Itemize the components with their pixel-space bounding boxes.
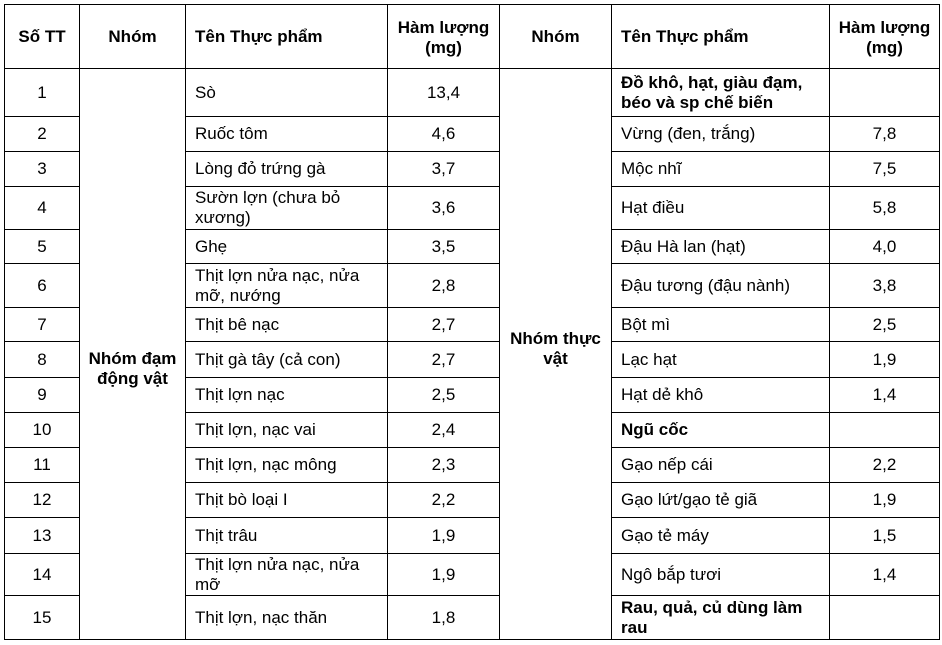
food-content: 2,7 <box>388 308 500 342</box>
food-content: 4,6 <box>388 117 500 152</box>
food-name: Ghẹ <box>186 230 388 264</box>
row-number: 14 <box>5 554 80 596</box>
food-content-2: 4,0 <box>830 230 940 264</box>
header-row <box>5 5 940 69</box>
row-number: 6 <box>5 264 80 308</box>
food-content-2: 1,9 <box>830 483 940 518</box>
food-content-2: 2,2 <box>830 448 940 483</box>
food-content-2: 3,8 <box>830 264 940 308</box>
row-number: 10 <box>5 413 80 448</box>
food-name: Thịt bò loại I <box>186 483 388 518</box>
food-content: 3,5 <box>388 230 500 264</box>
row-number: 11 <box>5 448 80 483</box>
row-number: 13 <box>5 518 80 554</box>
table-row <box>5 69 940 117</box>
header-group: Nhóm <box>80 5 186 69</box>
row-number: 9 <box>5 378 80 413</box>
food-name-2: Đậu Hà lan (hạt) <box>612 230 830 264</box>
header-content: Hàm lượng (mg) <box>388 5 500 69</box>
food-name-2: Đậu tương (đậu nành) <box>612 264 830 308</box>
food-content-2: 1,5 <box>830 518 940 554</box>
row-number: 1 <box>5 69 80 117</box>
food-name-2: Gạo tẻ máy <box>612 518 830 554</box>
header-stt: Số TT <box>5 5 80 69</box>
food-name-2: Rau, quả, củ dùng làm rau <box>612 596 830 640</box>
food-name: Thịt lợn, nạc mông <box>186 448 388 483</box>
header-group-2: Nhóm <box>500 5 612 69</box>
food-content: 3,6 <box>388 187 500 230</box>
food-content: 1,8 <box>388 596 500 640</box>
food-content: 2,8 <box>388 264 500 308</box>
food-content-2: 1,9 <box>830 342 940 378</box>
food-content: 3,7 <box>388 152 500 187</box>
food-name: Thịt lợn, nạc vai <box>186 413 388 448</box>
food-content-2: 5,8 <box>830 187 940 230</box>
header-food-2: Tên Thực phẩm <box>612 5 830 69</box>
food-name-2: Hạt điều <box>612 187 830 230</box>
food-content-2: 7,8 <box>830 117 940 152</box>
food-name-2: Vừng (đen, trắng) <box>612 117 830 152</box>
food-name-2: Lạc hạt <box>612 342 830 378</box>
row-number: 2 <box>5 117 80 152</box>
food-content: 1,9 <box>388 518 500 554</box>
food-content: 1,9 <box>388 554 500 596</box>
food-content-2: 7,5 <box>830 152 940 187</box>
food-content: 2,4 <box>388 413 500 448</box>
food-name: Sườn lợn (chưa bỏ xương) <box>186 187 388 230</box>
food-content-2 <box>830 413 940 448</box>
food-name: Thịt lợn nạc <box>186 378 388 413</box>
food-name-2: Hạt dẻ khô <box>612 378 830 413</box>
food-content: 13,4 <box>388 69 500 117</box>
food-content-2 <box>830 596 940 640</box>
food-content: 2,3 <box>388 448 500 483</box>
food-content-2 <box>830 69 940 117</box>
food-name-2: Ngô bắp tươi <box>612 554 830 596</box>
row-number: 15 <box>5 596 80 640</box>
food-name: Thịt lợn nửa nạc, nửa mỡ, nướng <box>186 264 388 308</box>
group-animal-protein: Nhóm đạm động vật <box>80 69 186 640</box>
nutrition-table <box>4 4 940 640</box>
food-name: Thịt lợn nửa nạc, nửa mỡ <box>186 554 388 596</box>
food-name: Thịt lợn, nạc thăn <box>186 596 388 640</box>
row-number: 12 <box>5 483 80 518</box>
food-content: 2,5 <box>388 378 500 413</box>
food-name-2: Bột mì <box>612 308 830 342</box>
header-content-2: Hàm lượng (mg) <box>830 5 940 69</box>
header-food: Tên Thực phẩm <box>186 5 388 69</box>
food-content-2: 2,5 <box>830 308 940 342</box>
row-number: 8 <box>5 342 80 378</box>
food-content: 2,7 <box>388 342 500 378</box>
food-name: Thịt trâu <box>186 518 388 554</box>
food-name: Thịt gà tây (cả con) <box>186 342 388 378</box>
food-content-2: 1,4 <box>830 378 940 413</box>
food-name: Thịt bê nạc <box>186 308 388 342</box>
group-plant: Nhóm thực vật <box>500 69 612 640</box>
food-name: Lòng đỏ trứng gà <box>186 152 388 187</box>
row-number: 3 <box>5 152 80 187</box>
row-number: 5 <box>5 230 80 264</box>
food-name-2: Ngũ cốc <box>612 413 830 448</box>
food-name-2: Mộc nhĩ <box>612 152 830 187</box>
food-name-2: Gạo nếp cái <box>612 448 830 483</box>
food-content: 2,2 <box>388 483 500 518</box>
food-name-2: Đồ khô, hạt, giàu đạm, béo và sp chế biến <box>612 69 830 117</box>
food-name: Sò <box>186 69 388 117</box>
food-name-2: Gạo lứt/gạo tẻ giã <box>612 483 830 518</box>
row-number: 7 <box>5 308 80 342</box>
food-name: Ruốc tôm <box>186 117 388 152</box>
row-number: 4 <box>5 187 80 230</box>
food-content-2: 1,4 <box>830 554 940 596</box>
